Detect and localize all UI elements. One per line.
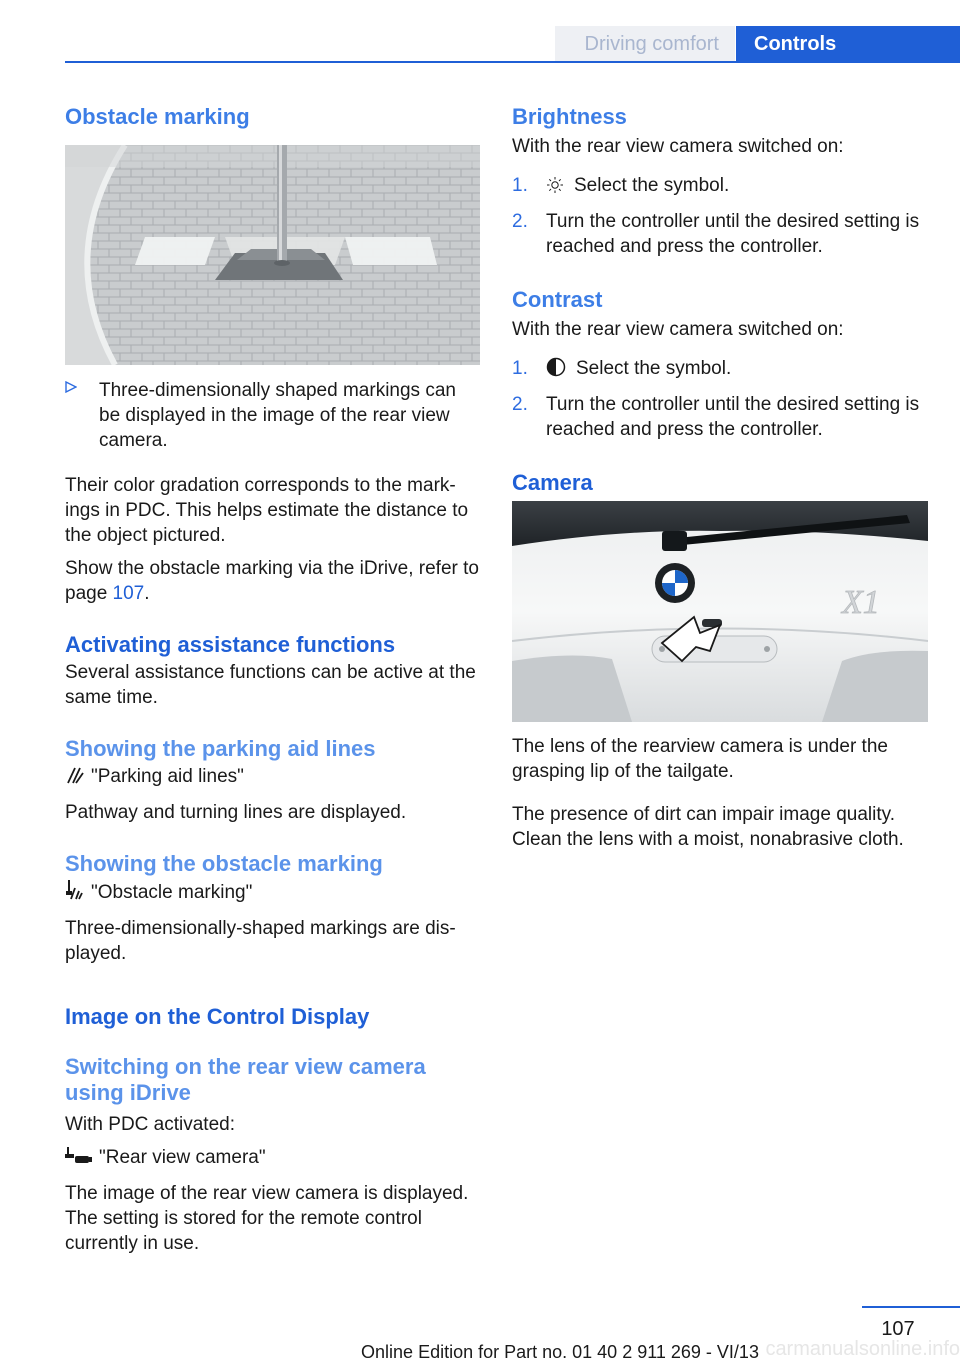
contrast-step-1-text: Select the symbol. bbox=[576, 358, 732, 379]
camera-image bbox=[512, 501, 928, 722]
parking-lines-heading: Showing the parking aid lines bbox=[65, 736, 376, 761]
rear-camera-menu bbox=[65, 1145, 480, 1173]
header-rule bbox=[65, 61, 960, 63]
contrast-step-1 bbox=[512, 356, 930, 384]
obstacle-marking-menu bbox=[65, 879, 480, 908]
page-link[interactable]: 107 bbox=[112, 583, 145, 604]
left-body bbox=[65, 378, 480, 1256]
obstacle-marking-label: "Obstacle marking" bbox=[91, 882, 253, 903]
brightness-steps bbox=[512, 173, 930, 259]
color-gradation-text: Their color gradation corresponds to the markings in PDC. This helps estimate the distance to the object pictured. bbox=[65, 475, 469, 546]
contrast-pre-text: With the rear view camera switched on: bbox=[512, 319, 844, 340]
watermark: carmanualsonline.info bbox=[765, 1338, 960, 1360]
assistance-heading: Activating assistance functions bbox=[65, 632, 396, 657]
brightness-step-1 bbox=[512, 173, 930, 201]
contrast-step-2 bbox=[512, 392, 930, 442]
parking-lines-icon bbox=[65, 765, 85, 792]
camera-heading: Camera bbox=[512, 470, 593, 495]
contrast-steps bbox=[512, 356, 930, 442]
brightness-step-1-text: Select the symbol. bbox=[574, 175, 730, 196]
show-obstacle-text bbox=[65, 556, 480, 606]
brightness-pre-text: With the rear view camera switched on: bbox=[512, 136, 844, 157]
rear-camera-label: "Rear view camera" bbox=[99, 1147, 266, 1168]
step-text bbox=[546, 356, 930, 384]
header-chapter: Controls bbox=[736, 26, 960, 62]
parking-lines-label: "Parking aid lines" bbox=[91, 766, 244, 787]
step-text: Turn the controller until the desired setting is reached and press the controller. bbox=[546, 211, 920, 257]
contrast-heading: Contrast bbox=[512, 287, 603, 312]
contrast-circle-icon bbox=[546, 357, 566, 384]
step-number: 1. bbox=[512, 358, 528, 379]
camera-dirt-text: The presence of dirt can impair image quality. Clean the lens with a moist, nonabrasive cloth. bbox=[512, 804, 904, 850]
show-obstacle-prefix: Show the obstacle marking via the iDrive, refer to page bbox=[65, 558, 479, 604]
left-column bbox=[65, 104, 480, 130]
switch-text: The image of the rear view camera is displayed. The setting is stored for the remote control currently in use. bbox=[65, 1183, 469, 1254]
bullet-text: Three-dimensionally shaped markings can be displayed in the image of the rear view camera. bbox=[99, 380, 456, 451]
step-text: Turn the controller until the desired setting is reached and press the controller. bbox=[546, 394, 920, 440]
obstacle-marking-heading-2: Showing the obstacle marking bbox=[65, 851, 383, 876]
switch-pre-text: With PDC activated: bbox=[65, 1114, 235, 1135]
header-section: Driving comfort bbox=[555, 26, 735, 62]
obstacle-marking-image bbox=[65, 145, 480, 365]
parking-lines-text: Pathway and turning lines are displayed. bbox=[65, 802, 407, 823]
footer-note: Online Edition for Part no. 01 40 2 911 269 - VI/13 bbox=[361, 1342, 759, 1362]
step-text bbox=[546, 173, 930, 201]
step-number: 2. bbox=[512, 211, 528, 232]
assistance-text: Several assistance functions can be active at the same time. bbox=[65, 662, 476, 708]
step-number: 2. bbox=[512, 394, 528, 415]
parking-lines-menu bbox=[65, 764, 480, 792]
obstacle-marking-heading: Obstacle marking bbox=[65, 104, 250, 129]
footer-rule bbox=[862, 1306, 960, 1308]
page-number: 107 bbox=[881, 1318, 915, 1340]
image-control-display-heading: Image on the Control Display bbox=[65, 1004, 370, 1029]
brightness-step-2 bbox=[512, 209, 930, 259]
triangle-bullet-icon bbox=[65, 378, 99, 453]
obstacle-marking-text: Three-dimensionally-shaped markings are displayed. bbox=[65, 918, 456, 964]
right-column bbox=[512, 104, 930, 496]
step-number: 1. bbox=[512, 175, 528, 196]
camera-body bbox=[512, 734, 930, 852]
obstacle-marking-icon bbox=[65, 879, 85, 908]
camera-lens-text: The lens of the rearview camera is under the grasping lip of the tailgate. bbox=[512, 736, 888, 782]
switch-on-camera-heading: Switching on the rear view camera using iDrive bbox=[65, 1054, 426, 1105]
svg-text:X1: X1 bbox=[842, 584, 880, 621]
rear-camera-icon bbox=[65, 1146, 93, 1173]
brightness-heading: Brightness bbox=[512, 104, 627, 129]
brightness-sun-icon bbox=[546, 176, 564, 201]
show-obstacle-suffix: . bbox=[144, 583, 150, 604]
bullet-item bbox=[65, 378, 480, 453]
